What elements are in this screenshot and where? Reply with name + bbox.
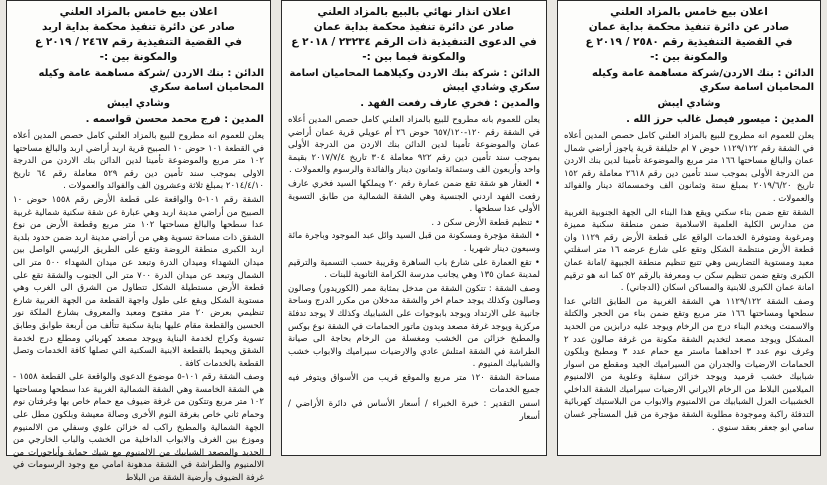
notice-body [13, 130, 264, 485]
notice-paragraph: يعلن للعموم انه مطروح للبيع بالمزاد العلني كامل حصص المدين أعلاه في الشقة رقم ١١٢٩/١٢٢ حوض ٧ ام حليلفة قرية ياجوز أراضي شمال عمان والبالغ مساحتها ١٦٦ متر مربع والموضوعة تأمينا لدين بنك الاردن من الدرجة الأولى بموجب سند تأمين دين رقم ٢٦١٨ معاملة رقم ١٥٢ تاريخ ٢٠١٩/٦/٢٠ بمبلغ ستة وثمانون الف وخمسمائة دينار والفوائد والعمولات . [564, 131, 815, 204]
notice-title: اعلان بيع خامس بالمزاد العلني [59, 6, 218, 18]
parties-intro: والمكونة بين :- [99, 51, 178, 63]
creditor-line-2: وشادي ايبش [107, 98, 170, 109]
notice-heading [564, 5, 814, 65]
parties-intro: والمكونة فيما بين :- [362, 51, 466, 63]
notice-paragraph: • العقار هو شقة تقع ضمن عمارة رقم ٢٠ ويملكها السيد فخري عارف رفعت الفهد اردني الجنسية وهي الشقة الشمالية من طابق التسوية الأولى عدا سطحها . [288, 178, 541, 215]
case-number: في القضية التنفيذية رقم ٢٤٦٧ / ٢٠١٩ ع [35, 36, 242, 48]
creditor-line: الدائن : شركة بنك الاردن وكيلاهما المحاميان اسامة سكري وشادي ايبش [289, 68, 540, 93]
auction-notice-right [557, 0, 821, 456]
notice-paragraph: • تقع العمارة على شارع باب الساهرة وقريبة حسب التسمية والترقيم لمدينة عمان ١٣٥ وهي يجانب مدرسة الكرامة الثانوية للبنات . [288, 257, 540, 281]
notice-paragraph: • الشقة مؤجرة ومسكونة من قبل السيد وائل عبد الموجود وباجرة مائة وسبعون دينار شهريا . [288, 231, 540, 254]
parties-intro: والمكونة بين :- [650, 51, 728, 63]
notice-heading [288, 5, 540, 65]
notice-paragraph: يعلن للعموم انه مطروح للبيع بالمزاد العلني كامل حصص المدين أعلاه في القطعة ١٠١ حوض ١٠ الصبيح قرية اربد أراضي اربد والبالغ مساحتها ١٠٢ متر مربع والموضوعة تأمينا لدين الدائن بنك الاردن من الدرجة الاولى بموجب سند تأمين دين رقم ٥٢٩ معاملة رقم ٦٤ تاريخ ٢٠١٤/٤/١٠ بمبلغ ثلاثة وعشرون الف والفوائد والعمولات . [13, 131, 264, 192]
notice-paragraph: • تنظيم قطعة الأرض سكن د . [431, 217, 540, 228]
debtor-line: المدين : فرج محمد محسن قواسمه . [85, 114, 264, 125]
notice-paragraph: وصف الشقة رقم ١٠١-٥ موضوع الدعوى والواقعة على القطعة ١٥٥٨ - هي الشقة الخامسة وهي الشقة الشمالية الغربية عدا سطحها ومساحتها ١٠٢ متر مربع وتتكون من غرفة ضيوف مع حمام خاص بها وغرفتان نوم وحمام ثاني خاص بغرفة النوم الأخرى وصالة معيشة وبلكون مطل على الجهة الشمالية والمطبخ راكب له خزائن علوي وسفلي من الالمنيوم وموزع بين الغرف والابواب الداخلية من الخشب والباب الخارجي من الحديد والمصعد الشبابيك من الالمنيوم مع شيك حماية وأباجورات من الالمنيوم والطراشة في الشقة مدهونة امامي مع وجود الرسومات في غرفة الضيوف وأرضية الشقة من البلاط [13, 372, 264, 484]
notice-body [564, 130, 814, 434]
creditor-line-2: وشادي ايبش [657, 98, 721, 109]
notice-paragraph: يعلن للعموم بانه مطروح للبيع بالمزاد العلني كامل حصص المدين أعلاه في الشقة رقم ١٢٠-٦٥٧/١٢٠ حوض ٢٦ أم عويلي قرية عمان أراضي عمان والموضوعة تأمينا لدين الدائن بنك الاردن من الدرجة الأولى بموجب سند تأمين دين رقم ٩٢٢ معاملة ٣٠٤ تاريخ ٢٠١٧/٧/٤ بقيمة واحد وأربعون الف وستمائة وثمانون دينار والفائدة والرسوم والعمولات . [288, 115, 541, 176]
notice-paragraph: الشقة رقم ١٠١-٥ والواقعة على قطعة الأرض رقم ١٥٥٨ حوض ١٠ الصبيح من أراضي مدينة اربد وهي عبارة عن شقة سكنية شمالية غربية عدا سطحها والبالغ مساحتها ١٠٢ متر مربع وقطعة الأرض من نوع الشقق ذات مساحة تسوية وهي من أراضي مدينة اربد ضمن حدود بلدية اربد الكبرى منطقة الروضة وتقع على الطريق الرئيسي الواصل بين ميدان الشهداء وميدان الدرة وتبعد عن ميدان الشهداء ٥٠٠ متر الى الشمال وتبعد عن ميدان الدرة ٧٠٠ متر الى الجنوب والشقة تقع على قطعة الأرض مستطيلة الشكل تتطاول من الشرق الى الغرب وهي مستوية الشكل ويقع على طول واجهة القطعة من الجهة الغربية شارع تنظيمي بعرض ٢٠ متر مفتوح ومعبد والمعروف بشارع الملكة نور الحسين والقطعة مقام عليها بناية سكنية تتألف من أربعة طوابق وطابق تسوية وكراج لخدمة البناية ويوجد مصعد كهربائي ومطلع درج لخدمة الشقق ويحيط بالقطعة الابنية السكنية التي تصلها كافة الخدمات وتصل القطعة بالخدمات كافة . [13, 194, 265, 369]
notice-paragraph: اسس التقدير : خبرة الخبراء / أسعار الأساس في دائرة الأراضي / أسعار [288, 399, 540, 422]
notice-paragraph: مساحة الشقة ١٢٠ متر مربع والموقع قريب من الأسواق ويتوفر فيه جميع الخدمات [288, 372, 540, 396]
issuing-court: صادر عن دائرة تنفيذ محكمة بداية عمان [588, 21, 790, 33]
notice-heading [13, 5, 264, 65]
debtor-line: المدين : ميسور فيصل غالب حرز الله . [626, 114, 814, 125]
case-number: في القضية التنفيذية رقم ٢٥٨٠ / ٢٠١٩ ع [585, 36, 793, 48]
issuing-court: صادر عن دائرة تنفيذ محكمة بداية عمان [313, 21, 515, 33]
creditor-line: الدائن : بنك الاردن/شركة مساهمة عامة وكيله المحاميان اسامة سكري [592, 68, 814, 93]
notice-paragraph: الشقة تقع ضمن بناء سكني ويقع هذا البناء الى الجهة الجنوبية الغربية من مدارس الكلية العلمية الاسلامية ضمن منطقة سكنية مميزة ومرغوبة ومتوفرة الخدمات الواقع على قطعة الأرض رقم ١١٢٩ وان قطعة الأرض منتظمة الشكل وتقع على شارع عرضه ١٦ متر اسفلتي معبد ومستوية التضاريس وهي تتبع تنظيم منطقة الجبيهة /امانة عمان الكبرى وتقع ضمن تنظيم سكن ب ومعرفة بالرقم ٥٢ كما انه هو ترقيم امانة عمان الكبرى للابنية والمساكن اسكان (الدجاني) . [564, 207, 814, 294]
debtor-line: والمدين : فخري عارف رفعت الفهد . [360, 98, 540, 109]
notice-paragraph: وصف الشقة : تتكون الشقة من مدخل بمثابة ممر (الكوريدور) وصالون وصالون وكذلك يوجد حمام اخر والشقة مدخلان من مكرر الدرج وساحة جانبية على الارتداد ويوجد بابوجوات على الشبابيك وكذلك لا يوجد تدفئة مركزية ويوجد غرفة مصعد وبدون ماتور الحمامات في الشقة نوع بوكس والمطبخ خزائن من الخشب ومغسلة من الرخام بحاجة الى صيانة الطراشة في الشقة امتلش عادي والارضيات سيراميك والابواب خشب والشبابيك المنيوم . [288, 283, 540, 370]
auction-notice-middle [281, 0, 547, 456]
case-number: في الدعوى التنفيذية ذات الرقم ٢٣٢٣٤ / ٢٠١٨ ع [291, 36, 537, 48]
notice-paragraph: وصف الشقة ١١٢٩/١٢٢ هي الشقة الغربية من الطابق الثاني عدا سطحها ومساحتها ١٦٦ متر مربع وتقع ضمن بناء من الحجر والكتلة والاسمنت ويخدم البناء درج من الرخام ويوجد عليه درابزين من الحديد المشكل ويوجد مصعد لتخديم الشقة مكونة من غرفة صالون عدد ٢ وغرف نوم عدد ٣ احداهما ماستر مع حمام عدد ٣ ومطبخ وبلكون الحمامات الارضيات والجدران من السيراميك الجيد ومقطع من اسوار شبابيك خشب قرميد ويوجد خزائن سفلية وعلوية من الالمنيوم الميلامين البلاط من الرخام الايراني الارضيات سيراميك الشقة الداخلي الخشبيات العزل الشبابيك من الالمنيوم والابواب من البلاستيك كهربائية التدفئة راكبة وموجودة مطلوبة الشقة مؤجرة من قبل المستأجر غسان سامي ابو جعفر بعقد سنوي . [564, 296, 815, 433]
issuing-court: صادر عن دائرة تنفيذ محكمة بداية اربد [41, 21, 236, 33]
notice-title: اعلان بيع خامس بالمزاد العلني [610, 6, 768, 18]
notice-body [288, 114, 540, 423]
auction-notice-left [6, 0, 271, 484]
notice-title: اعلان انذار نهائي بالبيع بالمزاد العلني [317, 6, 511, 18]
creditor-line: الدائن : بنك الاردن /شركة مساهمة عامة وكيله المحاميان اسامة سكري [38, 68, 264, 93]
